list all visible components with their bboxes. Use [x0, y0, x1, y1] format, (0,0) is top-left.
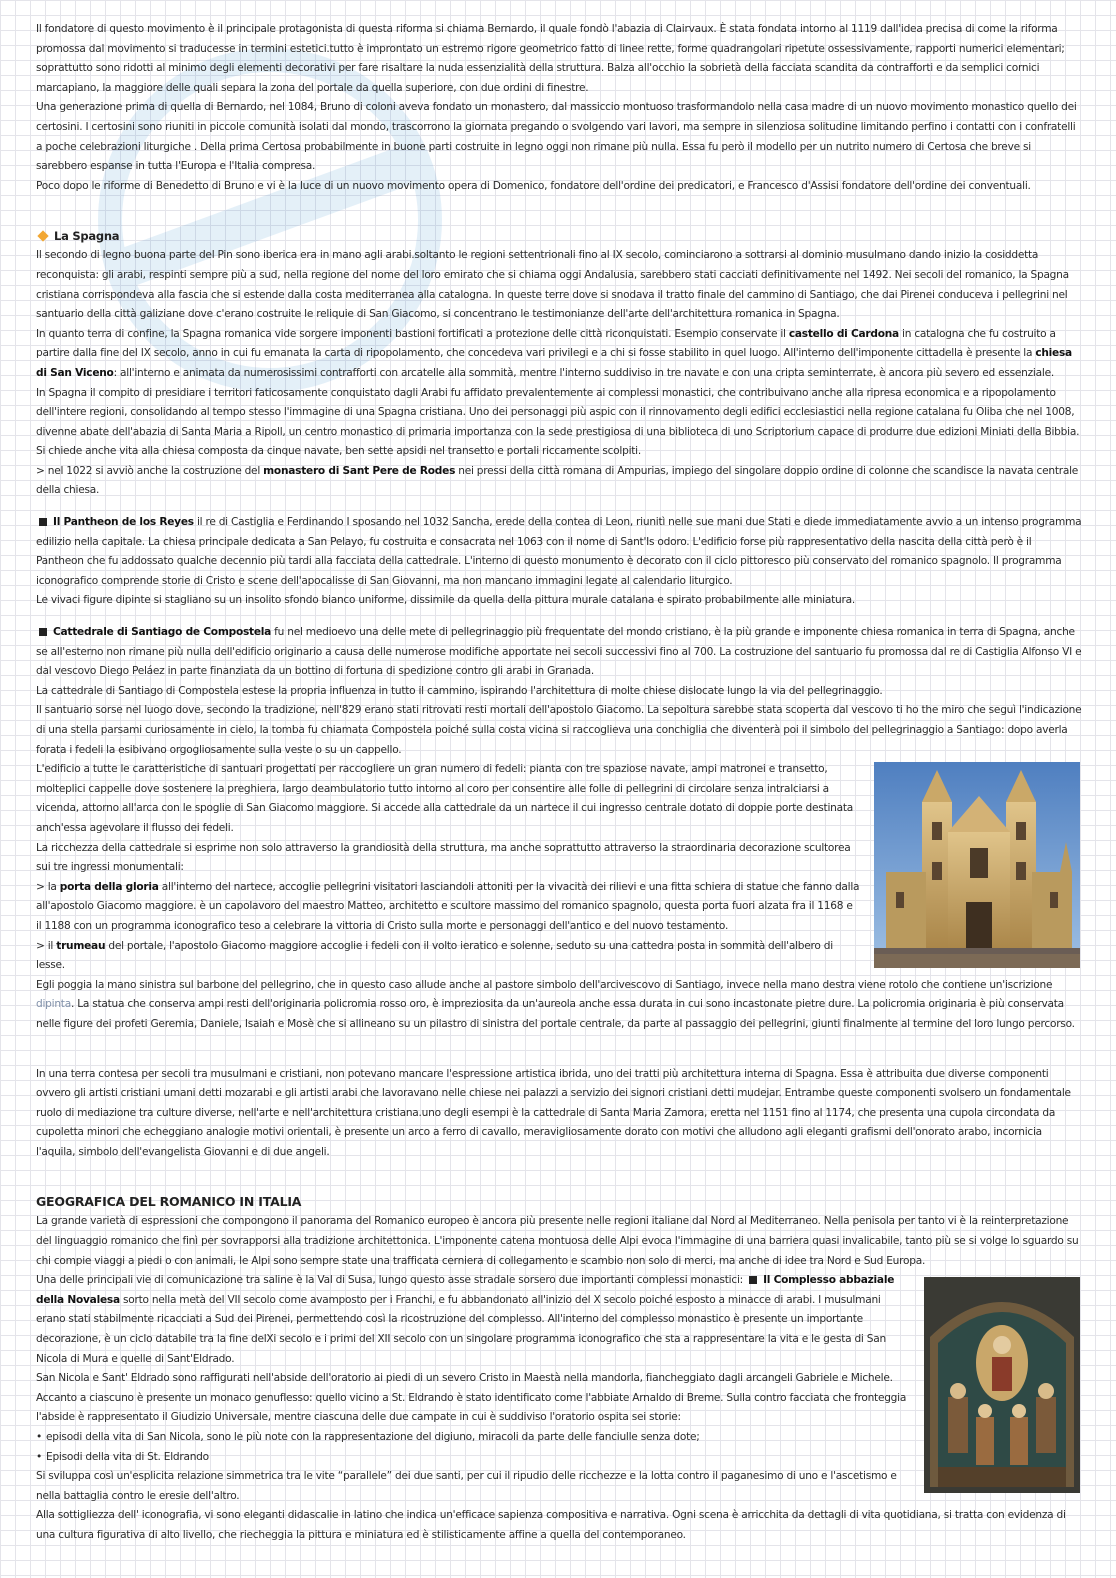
- spagna-paragraph-4: Si chiede anche vita alla chiesa composta da cinque navate, ben sette apsidi nel transetto e portali riccamente scolpiti.: [36, 445, 641, 458]
- italia-heading: GEOGRAFICA DEL ROMANICO IN ITALIA: [36, 1194, 302, 1210]
- spagna-heading: La Spagna: [36, 226, 1082, 246]
- sant-pere-de-rodes: monastero di Sant Pere de Rodes: [263, 464, 456, 477]
- chiesa-san-viceno: chiesa di San Viceno: [36, 347, 1072, 379]
- highlighted-word: dipinta: [36, 998, 71, 1011]
- spagna-paragraph-2: In quanto terra di confine, la Spagna romanica vide sorgere imponenti bastioni fortificati a protezione delle città riconquistati. Esempio conservate il castello di Cardona in catalogna che fu costruito a partire dalla fine del IX secolo, anno in cui fu emanata la carta di ripopolamento, che concedeva vari privilegi e a chi si fosse stabilito in quel luogo. All'interno dell'imponente cittadella è presente la chiesa di San Viceno: all'interno e animata da numerosissimi contrafforti con arcatelle alla sommità, mentre l'interno suddiviso in tre navate e con una cripta seminterrate, è ancora più severo ed essenziale.: [36, 327, 1072, 379]
- pantheon-title: Il Pantheon de los Reyes: [53, 516, 194, 529]
- spagna-paragraph-3: In Spagna il compito di presidiare i territori faticosamente conquistato dagli Arabi fu affidato prevalentemente ai complessi monastici, che contribuivano anche alla ripresa economica e a ripopolamento dell'intere regioni, consolidando al tempo stesso l'immagine di una Spagna cristiana. Uno dei personaggi più aspic con il rinnovamento degli edifici ecclesiastici nella regione catalana fu Oliba che nel 1008, divenne abate dell'abazia di Santa Maria a Ripoll, un centro monastico di primaria importanza con la sede prestigiosa di una biblioteca di uno Scriptorium capace di produrre due edizioni Miniati della Bibbia.: [36, 386, 1080, 438]
- cathedral-photo: [874, 762, 1080, 968]
- bullet-dot: •: [36, 1450, 42, 1463]
- santiago-paragraph-8: Egli poggia la mano sinistra sul barbone del pellegrino, che in questo caso allude anche al pastore simbolo dell'arcivescovo di Santiago, invece nella mano destra viene rotolo che contiene un'iscrizione dipinta. La statua che conserva ampi resti dell'originaria policromia rosso oro, è impreziosita da un'aureola anche essa durata in cui sono incastonate pietre dure. La policromia originaria è più conservata nelle figure dei profeti Geremia, Daniele, Isaiah e Mosè che si allineano su un pilastro di sinistra del portale centrale, da parte al passaggio dei pellegrini, giunti finalmente al termine del loro lungo percorso.: [36, 978, 1075, 1030]
- pantheon-paragraph-1: Il Pantheon de los Reyes il re di Castiglia e Ferdinando I sposando nel 1032 Sancha, erede della contea di Leon, riunitì nelle sue mani due Stati e diede immediatamente avvio a un intenso programma edilizio nella capitale. La chiesa principale dedicata a San Pelayo, fu costruita e consacrata nel 1063 con il nome di Sant'Is odoro. L'edificio forse più rappresentativo della nascita della città però è il Pantheon che fu addossato qualche decennio più tardi alla facciata della cattedrale. L'interno di questo monumento è decorato con il ciclo pittoresco più conservato del romanico spagnolo. Il programma iconografico comprende storie di Cristo e scene dell'apocalisse di San Giovanni, ma non mancano immagini legate al calendario liturgico.: [36, 516, 1082, 587]
- trumeau: trumeau: [56, 939, 106, 952]
- square-bullet-icon: [39, 518, 47, 526]
- italia-paragraph-2: Una delle principali vie di comunicazione tra saline è la Val di Susa, lungo questo asse stradale sorsero due importanti complessi monastici: Il Complesso abbaziale della Novalesa sorto nella metà del VII secolo come avamposto per i Franchi, e fu abbandonato all'inizio del X secolo poiché esposto a minacce di arabi. I musulmani erano stati stabilmente ricacciati a Sud dei Pirenei, permettendo così la ricostruzione del complesso. All'interno del complesso monastico è presente un importante decorazione, è un ciclo databile tra la fine delXi secolo e i primi del XII secolo con un singolare programma iconografico che sta a rappresentare la vita e le gesta di San Nicola di Mura e quelle di Sant'Eldrado.: [36, 1274, 895, 1365]
- santiago-title: Cattedrale di Santiago de Compostela: [53, 626, 272, 639]
- santiago-paragraph-9: In una terra contesa per secoli tra musulmani e cristiani, non potevano mancare l'espressione artistica ibrida, uno dei tratti più architettura interna di Spagna. Essa è attribuita due diverse componenti ovvero gli artisti cristiani umani detti mozarabi e gli artisti arabi che lavoravano nelle chiese nei palazzi a servizio dei signori cristiani detti mudejar. Entrambe queste componenti svolsero un fondamentale ruolo di mediazione tra culture diverse, nell'arte e nell'architettura cristiana.uno degli esempi è la cattedrale di Santa Maria Zamora, eretta nel 1151 fino al 1174, che presenta una cupola circondata da cupoletta minori che echeggiano analogie motivi orientali, è presente un arco a ferro di cavallo, meravigliosamente dorato con motivi che alludono agli eleganti grafismi dell'onorato arabo, incornicia l'aquila, simbolo dell'evangelista Giovanni e di due angeli.: [36, 1067, 1071, 1158]
- santiago-paragraph-3: Il santuario sorse nel luogo dove, secondo la tradizione, nell'829 erano stati ritrovati resti mortali dell'apostolo Giacomo. La sepoltura sarebbe stata scoperta dal vescovo ti ho the miro che seguì l'indicazione di una stella parsami curiosamente in cielo, la tomba fu chiamata Compostela poiché sulla costa vicina si raccoglieva una conchiglia che diventerà poi il simbolo del pellegrinaggio a Santiago: dopo averla forata i fedeli la esibivano orgogliosamente sulla veste o su un cappello.: [36, 704, 1082, 756]
- spagna-paragraph-1: Il secondo di legno buona parte del Pin sono iberica era in mano agli arabi.soltanto le regioni settentrionali fino al IX secolo, cominciarono a sottrarsi al dominio musulmano dando inizio la cosiddetta reconquista: gli arabi, respinti sempre più a sud, nella regione del nome del loro emirato che si chiama oggi Andalusia, sarebbero stati cacciati definitivamente nel 1492. Nei secoli del romanico, la Spagna cristiana corrispondeva alla fascia che si estende dalla costa mediterranea alla catalogna. In queste terre dove si snodava il tratto finale del cammino di Santiago, che dai Pirenei conduceva i pellegrini nel santuario della città galiziane dove c'erano costruite le reliquie di San Giacomo, si concentrano le testimonianze dell'arte dell'architettura romanica in Spagna.: [36, 249, 1069, 321]
- spagna-paragraph-5: > nel 1022 si avviò anche la costruzione del monastero di Sant Pere de Rodes nei pressi della città romana di Ampurias, impiego del singolare doppio ordine di colonne che scandisce la navata centrale della chiesa.: [36, 464, 1079, 497]
- santiago-paragraph-7: > il trumeau del portale, l'apostolo Giacomo maggiore accoglie i fedeli con il volto ieratico e solenne, seduto su una cattedra posta in sommità dell'albero di lesse.: [36, 939, 833, 972]
- intro-paragraph-2: Una generazione prima di quella di Bernardo, nel 1084, Bruno di coloni aveva fondato un monastero, dal massiccio montuoso trasformandolo nella casa madre di un nuovo movimento monastico quello dei certosini. I certosini sono riuniti in piccole comunità isolati dal mondo, trascorrono la giornata pregando o svolgendo vari lavori, ma sempre in silenziosa solitudine limitando perfino i contatti con i confratelli a poche celebrazioni liturgiche . Della prima Certosa probabilmente in buone parti costruite in legno oggi non rimane più nulla. Essa fu però il modello per un nutrito numero di Certosa che breve si sarebbero espanse in tutta l'Europa e l'Italia compresa.: [36, 101, 1077, 173]
- italia-paragraph-3: San Nicola e Sant' Eldrado sono raffigurati nell'abside dell'oratorio ai piedi di un severo Cristo in Maestà nella mandorla, fiancheggiato dagli arcangeli Gabriele e Michele. Accanto a ciascuno è presente un monaco genuflesso: quello vicino a St. Eldrando è stato identificato come l'abbiate Arnaldo di Breme. Sulla contro facciata che fronteggia l'abside è rappresentato il Giudizio Universale, mentre ciascuna delle due campate in cui è suddiviso l'oratorio ospita sei storie:: [36, 1372, 907, 1424]
- list-item: • episodi della vita di San Nicola, sono le più note con la rappresentazione del digiuno, miracoli da parte delle fanciulle senza dote;: [36, 1428, 1082, 1448]
- santiago-paragraph-6: > la porta della gloria all'interno del nartece, accoglie pellegrini visitatori lasciandoli attoniti per la vivacità dei rilievi e una fitta schiera di statue che fanno dalla all'apostolo Giacomo maggiore. è un capolavoro del maestro Matteo, architetto e scultore massimo del romanico spagnolo, questa porta fuori alzata fra il 1168 e il 1188 con un programma iconografico teso a celebrare la vittoria di Cristo sulla morte e personaggi dell'antico e del nuovo testamento.: [36, 880, 860, 932]
- intro-paragraph-1: Il fondatore di questo movimento è il principale protagonista di questa riforma si chiama Bernardo, il quale fondò l'abazia di Clairvaux. È stata fondata intorno al 1119 dall'idea precisa di come la riforma promossa dal movimento si traducesse in termini estetici.tutto è improntato un estremo rigore geometrico fatto di linee rette, forme quadrangolari ripetute ossessivamente, rapporti numerici elementari; soprattutto sono ridotti al minimo degli elementi decorativi per fare risaltare la nuda essenzialità della struttura. Balza all'occhio la sobrietà della facciata scandita da contrafforti e da semplici cornici marcapiano, la maggiore delle quali separa la zona del portale da quella superiore, con due ordini di finestre.: [36, 23, 1065, 94]
- diamond-bullet-icon: [37, 231, 48, 242]
- intro-paragraph-3: Poco dopo le riforme di Benedetto di Bruno e vi è la luce di un nuovo movimento opera di Domenico, fondatore dell'ordine dei predicatori, e Francesco d'Assisi fondatore dell'ordine dei conventuali.: [36, 179, 1031, 192]
- santiago-paragraph-4: L'edificio a tutte le caratteristiche di santuari progettati per raccogliere un gran numero di fedeli: pianta con tre spaziose navate, ampi matronei e transetto, molteplici cappelle dove sostenere la preghiera, largo deambulatorio tutto intorno al coro per consentire alle folle di pellegrini di circolare senza intralciarsi a vicenda, attorno all'arca con le spoglie di San Giacomo maggiore. Si accede alla cattedrale da un nartece il cui ingresso centrale dotato di doppie porte destinata anch'essa agevolare il flusso dei fedeli.: [36, 763, 854, 834]
- castello-cardona: castello di Cardona: [788, 327, 899, 340]
- square-bullet-icon: [39, 628, 47, 636]
- bullet-dot: •: [36, 1431, 42, 1443]
- italia-paragraph-1: La grande varietà di espressioni che compongono il panorama del Romanico europeo è ancora più presente nelle regioni italiane dal Nord al Mediterraneo. Nella penisola per tanto vi è la reinterpretazione del linguaggio romanico che finì per sovrapporsi alla tradizione architettonica. L'imponente catena montuosa delle Alpi evoca l'immagine di una barriera quasi invalicabile, tanto più se si volge lo sguardo su chi compie viaggi a piedi o con animali, le Alpi sono sempre state una trafficata cerniera di collegamento e scambio non solo di merci, ma anche di idee tra Nord e Sud Europa.: [36, 1215, 1079, 1267]
- novalesa-title: Il Complesso abbaziale della Novalesa: [36, 1274, 895, 1306]
- document-page: [36, 20, 1082, 1546]
- santiago-paragraph-1: Cattedrale di Santiago de Compostela fu nel medioevo una delle mete di pellegrinaggio più frequentate del mondo cristiano, è la più grande e imponente chiesa romanica in terra di Spagna, anche se all'esterno non rimane più nulla dell'edificio originario a causa delle numerose modifiche apportate nei secoli successivi fino al 700. La costruzione del santuario fu promossa dal re di Castiglia Alfonso VI e dal vescovo Diego Peláez in parte finanziata da un bottino di fortuna di spedizione contro gli arabi in Granada.: [36, 626, 1082, 678]
- pantheon-paragraph-2: Le vivaci figure dipinte si stagliano su un insolito sfondo bianco uniforme, dissimile da quella della pittura murale catalana e spirato probabilmente alle miniatura.: [36, 594, 855, 607]
- list-item: • Episodi della vita di St. Eldrando: [36, 1448, 1082, 1468]
- italia-paragraph-5: Alla sottigliezza dell' iconografia, vi sono eleganti didascalie in latino che indica un'efficace sapienza compositiva e narrativa. Ogni scena è arricchita da dettagli di vita quotidiana, si tratta con evidenza di una cultura figurativa di alto livello, che riecheggia la pittura e miniatura ed è stilisticamente affine a quella del contemporaneo.: [36, 1509, 1066, 1541]
- santiago-paragraph-2: La cattedrale di Santiago di Compostela estese la propria influenza in tutto il cammino, ispirando l'architettura di molte chiese dislocate lungo la via del pellegrinaggio.: [36, 684, 883, 697]
- porta-della-gloria: porta della gloria: [59, 880, 159, 893]
- square-bullet-icon: [749, 1276, 757, 1284]
- santiago-paragraph-5: La ricchezza della cattedrale si esprime non solo attraverso la grandiosità della struttura, ma anche soprattutto attraverso la straordinaria decorazione scultorea sui tre ingressi monumentali:: [36, 841, 851, 874]
- italia-paragraph-4: Si sviluppa così un'esplicita relazione simmetrica tra le vite “parallele” dei due santi, per cui il ripudio delle ricchezze e la lotta contro il paganesimo di uno e l'ascetismo e nella battaglia contro le eresie dell'altro.: [36, 1470, 897, 1502]
